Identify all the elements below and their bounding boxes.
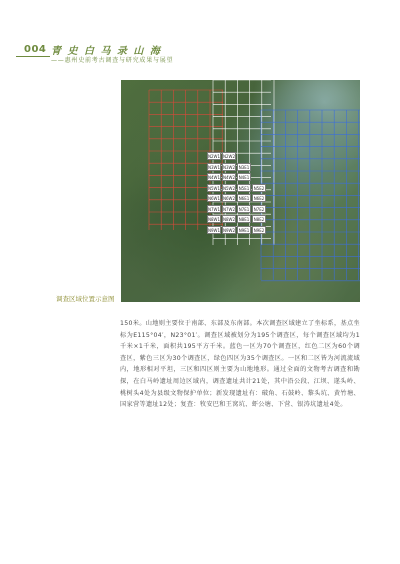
grid-cell-label: N9E1 — [238, 227, 250, 233]
grid-cell-label: N5W2 — [223, 185, 236, 191]
figure-caption: 调查区域位置示意图 — [56, 295, 115, 303]
grid-cell-label: N4W2 — [223, 175, 236, 180]
body-paragraph: 150米。山地则主要位于南部、东部及东南部。本次调查区域建立了坐标系，基点坐标为E115°04′，N23°01′。调查区域被划分为195个调查区，每个调查区域均为1千米×1千米，面积共195平方千米。蓝色一区为70个调查区，红色二区为60个调查区，紫色三区为30个调查区，绿色四区为35个调查区。一区和二区皆为河流流域内，地形相对平坦，三区和四区则主要为山地地形。通过全面的文物考古调查和勘探，在白马岭遗址周边区域内，调查遗址共计21处，其中沿公段、江坝、遂头岭、桃树头4处为县级文物保护单位；新发现遗址有：破角、石鼓岭、黎头坑、黄竹塘、国家营等遗址12处；复查：牧安巴和王窝坑、虾公塘、下营、银涛坑遗址4处。 — [120, 320, 360, 409]
grid-cell-label: N2W2 — [223, 154, 236, 159]
grid-cell-label: N9W1 — [208, 227, 221, 233]
grid-cell-label: N6E1 — [238, 196, 250, 201]
page-number: 004 — [24, 44, 47, 55]
grid-cell-label: N9E2 — [253, 227, 265, 233]
grid-cell-label: N7E1 — [238, 206, 250, 212]
grid-cell-label: N3W2 — [223, 164, 236, 170]
grid-cell-label: N8E2 — [253, 217, 265, 222]
grid-cell-label: N8W1 — [208, 217, 221, 222]
grid-cell-label: N3E1 — [238, 164, 250, 170]
page-header — [16, 44, 386, 66]
grid-cell-label: N7W1 — [208, 206, 221, 212]
grid-cell-label: N7W2 — [223, 206, 236, 212]
grid-cell-label: N6E2 — [253, 196, 265, 201]
grid-cell-label: N6W1 — [208, 196, 221, 201]
grid-cell-label: N4E1 — [238, 175, 250, 180]
header-title: 青 史 白 马 录 山 海 — [51, 46, 162, 57]
grid-cell-label: N6W2 — [223, 196, 236, 201]
survey-map-image — [121, 80, 360, 302]
header-rule — [16, 56, 50, 57]
grid-cell-label: N8E1 — [238, 217, 250, 222]
grid-cell-label: N5E1 — [238, 185, 250, 191]
grid-cell-label: N7E2 — [253, 206, 265, 212]
grid-cell-label: N2W1 — [208, 154, 221, 159]
grid-cell-label: N9W2 — [223, 227, 236, 233]
grid-cell-label: N5E2 — [253, 185, 265, 191]
grid-cell-label: N4W1 — [208, 175, 221, 180]
grid-cell-label: N5W1 — [208, 185, 221, 191]
grid-cell-label: N8W2 — [223, 217, 236, 222]
header-subtitle: ——惠州史前考古调查与研究成果与展望 — [51, 57, 174, 64]
grid-cell-label: N3W1 — [208, 164, 221, 170]
